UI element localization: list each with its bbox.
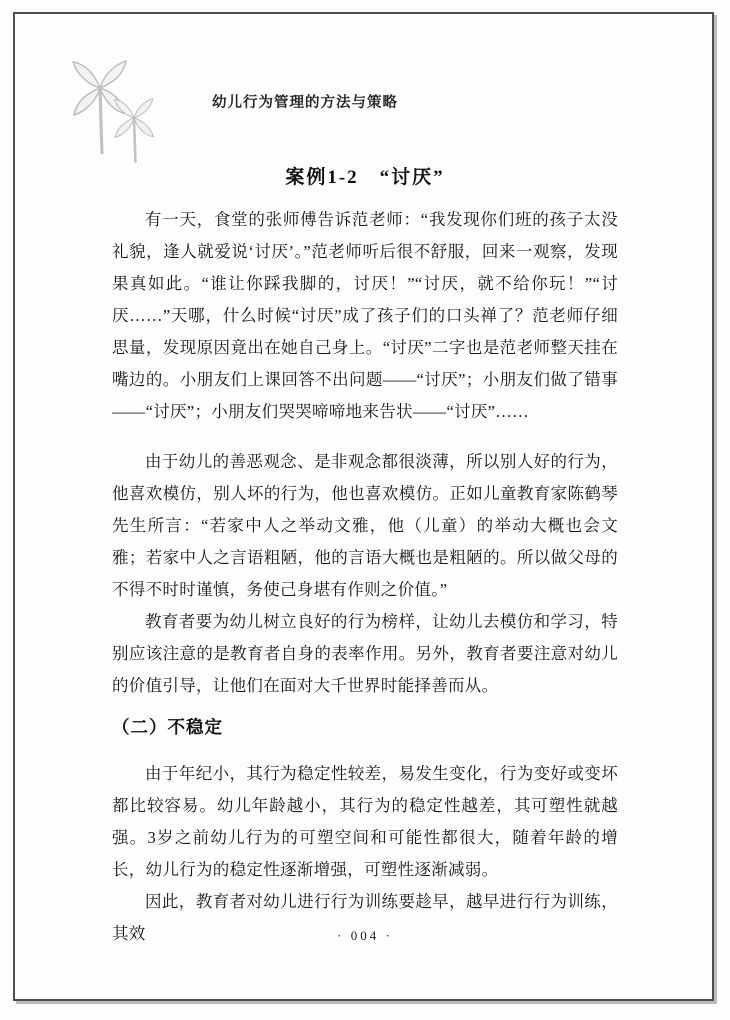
paragraph-role-model: 教育者要为幼儿树立良好的行为榜样，让幼儿去模仿和学习，特别应该注意的是教育者自身的表率作用。另外，教育者要注意对幼儿的价值引导，让他们在面对大千世界时能择善而从。 bbox=[112, 612, 618, 695]
book-header bbox=[60, 46, 460, 166]
book-title: 幼儿行为管理的方法与策略 bbox=[212, 95, 398, 111]
pinwheel-icon bbox=[60, 46, 180, 166]
paragraph-imitation: 由于幼儿的善恶观念、是非观念都很淡薄，所以别人好的行为，他喜欢模仿，别人坏的行为，他也喜欢模仿。正如儿童教育家陈鹤琴先生所言：“若家中人之举动文雅，他（儿童）的举动大概也会文雅；若家中人之言语粗陋，他的言语大概也是粗陋的。所以做父母的不得不时时谨慎，务使己身堪有作则之价值。” bbox=[112, 452, 618, 599]
case-paragraph: 有一天，食堂的张师傅告诉范老师：“我发现你们班的孩子太没礼貌，逢人就爱说‘讨厌’。”范老师听后很不舒服，回来一观察，发现果真如此。“谁让你踩我脚的，讨厌！”“讨厌，就不给你玩！”“讨厌……”天哪，什么时候“讨厌”成了孩子们的口头禅了？范老师仔细思量，发现原因竟出在她自己身上。“讨厌”二字也是范老师整天挂在嘴边的。小朋友们上课回答不出问题——“讨厌”；小朋友们做了错事——“讨厌”；小朋友们哭哭啼啼地来告状——“讨厌”…… bbox=[112, 210, 618, 421]
page-number: · 004 · bbox=[337, 928, 393, 943]
page-footer bbox=[0, 928, 730, 944]
case-title: 案例1-2 “讨厌” bbox=[285, 167, 445, 188]
paragraph-instability: 由于年纪小，其行为稳定性较差，易发生变化，行为变好或变坏都比较容易。幼儿年龄越小，其行为的稳定性越差，其可塑性就越强。3岁之前幼儿行为的可塑空间和可能性都很大，随着年龄的增长，幼儿行为的稳定性逐渐增强，可塑性逐渐减弱。 bbox=[112, 764, 618, 879]
paragraph-training-early: 因此，教育者对幼儿进行行为训练要趁早，越早进行行为训练，其效 bbox=[112, 892, 618, 943]
section-heading-instability: （二）不稳定 bbox=[112, 717, 223, 737]
